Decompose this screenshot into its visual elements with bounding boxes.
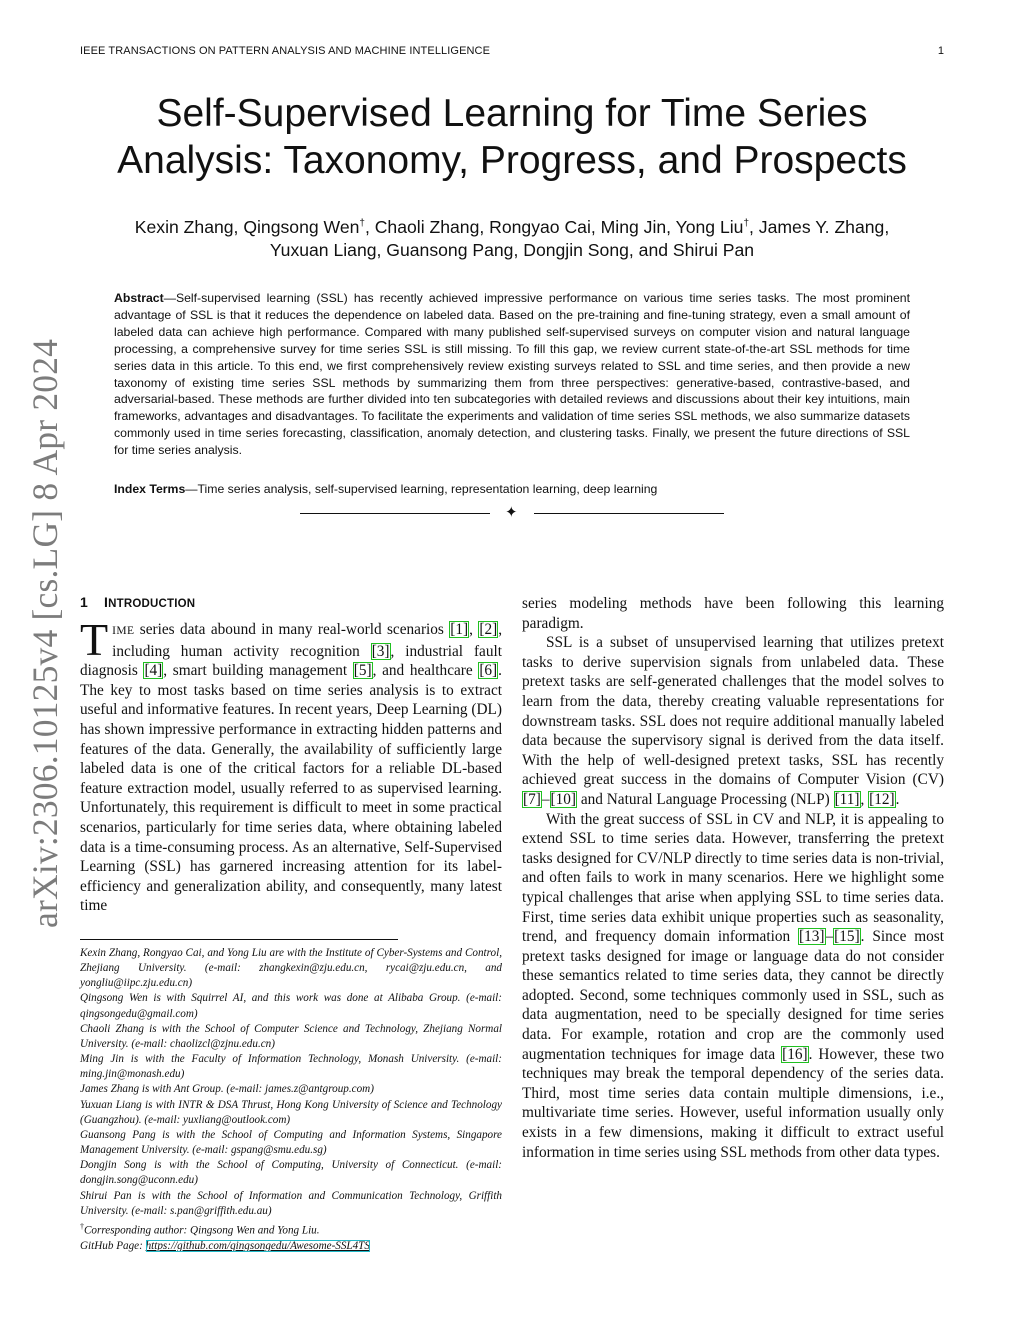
section-heading (80, 594, 195, 610)
citation-link[interactable]: [7] (523, 790, 541, 808)
abstract-label: Abstract (114, 291, 164, 305)
corresponding-mark: † (743, 218, 750, 229)
authors-line-2: Yuxuan Liang, Guansong Pang, Dongjin Song, and Shirui Pan (269, 239, 755, 260)
para-text-span: – (541, 790, 550, 808)
github-link[interactable]: https://github.com/qingsongedu/Awesome-SSL4TS (145, 1239, 370, 1252)
right-column (522, 594, 944, 1162)
intro-text-span: , and healthcare (372, 662, 479, 680)
dagger-mark: † (80, 1221, 84, 1231)
footnote: Shirui Pan is with the School of Information and Communication Technology, Griffith University. (e-mail: s.pan@griffith.edu.au) (80, 1189, 502, 1217)
page-number: 1 (937, 45, 944, 57)
abstract-text: —Self-supervised learning (SSL) has recently achieved impressive performance on various time series tasks. The most prominent advantage of SSL is that it reduces the dependence on labeled data. Based on the pre-training and fine-tuning strategy, even a small amount of labeled data can achieve high performance. Compared with many published self-supervised surveys on computer vision and natural language processing, a comprehensive survey for time series SSL is still missing. To fill this gap, we review current state-of-the-art SSL methods for time series data in this article. To this end, we first comprehensively review existing surveys related to SSL and time series, and then provide a new taxonomy of existing time series SSL methods by summarizing them from three perspectives: generative-based, contrastive-based, and adversarial-based. These methods are further divided into ten subcategories with detailed reviews and discussions about their key intuitions, main frameworks, advantages and disadvantages. To facilitate the experiments and validation of time series SSL methods, we also summarize datasets commonly used in time series forecasting, classification, anomaly detection, and clustering tasks. Finally, we present the future directions of SSL for time series analysis. (114, 291, 910, 458)
separator-diamond-icon: ✦ (505, 505, 518, 521)
footnote: James Zhang is with Ant Group. (e-mail: james.z@antgroup.com) (80, 1083, 374, 1096)
footnote: Ming Jin is with the Faculty of Information Technology, Monash University. (e-mail: ming.jin@monash.edu) (80, 1053, 502, 1081)
arxiv-stamp: arXiv:2306.10125v4 [cs.LG] 8 Apr 2024 (25, 338, 65, 928)
section-number: 1 (80, 594, 88, 610)
intro-smallcaps: IME (112, 625, 135, 637)
right-paragraph-1: series modeling methods have been following this learning paradigm. (522, 595, 944, 632)
separator-rule-right (534, 513, 724, 514)
citation-link[interactable]: [4] (144, 662, 163, 680)
footnote: Dongjin Song is with the School of Computing, University of Connecticut. (e-mail: dongjin.song@uconn.edu) (80, 1159, 502, 1187)
citation-link[interactable]: [11] (834, 790, 860, 808)
citation-link[interactable]: [16] (782, 1045, 808, 1063)
para-text-span: SSL is a subset of unsupervised learning that utilizes pretext tasks to derive supervision signals from unlabeled data. These pretext tasks are self-generated challenges that the model solves to learn from the data, thereby creating valuable representations for downstream tasks. SSL does not require additional manually labeled data because the supervisory signal is derived from the data itself. With the help of well-designed pretext tasks, SSL has recently achieved great success in the domains of Computer Vision (CV) (522, 634, 944, 789)
para-text-span: and Natural Language Processing (NLP) (577, 790, 834, 808)
index-terms-label: Index Terms (114, 482, 186, 496)
para-text-span: , (860, 790, 869, 808)
intro-text-span: , (469, 621, 479, 638)
section-title-initial: I (104, 594, 109, 610)
footnote-rule (80, 939, 398, 940)
intro-text-span: , including human activity recognition (112, 621, 503, 660)
section-separator (300, 506, 724, 522)
running-head: IEEE TRANSACTIONS ON PATTERN ANALYSIS AND MACHINE INTELLIGENCE (80, 45, 491, 57)
intro-text-span: . The key to most tasks based on time series analysis is to extract useful and informative features. In recent years, Deep Learning (DL) has shown impressive performance in extracting hidden patterns and features of the data. Generally, the availability of sufficiently large labeled data is one of the critical factors for a reliable DL-based feature extraction model, usually referred to as supervised learning. Unfortunately, this requirement is difficult to meet in some practical scenarios, particularly for time series data, where obtaining labeled data is a time-consuming process. As an alternative, Self-Supervised Learning (SSL) has garnered increasing attention for its label-efficiency and generalization ability, and consequently, many latest time (80, 662, 502, 915)
citation-link[interactable]: [2] (479, 621, 498, 638)
section-title-rest: NTRODUCTION (108, 598, 196, 610)
citation-link[interactable]: [6] (479, 662, 498, 680)
author-list (80, 212, 944, 262)
footnote: Qingsong Wen is with Squirrel AI, and this work was done at Alibaba Group. (e-mail: qingsongedu@gmail.com) (80, 992, 502, 1020)
abstract (114, 290, 910, 459)
footnote: Guansong Pang is with the School of Computing and Information Systems, Singapore Management University. (e-mail: gspang@smu.edu.sg) (80, 1128, 502, 1157)
index-terms-text: —Time series analysis, self-supervised learning, representation learning, deep learning (185, 482, 658, 496)
authors-part-1: Kexin Zhang, Qingsong Wen (134, 216, 360, 237)
citation-link[interactable]: [13] (799, 928, 825, 946)
dropcap-letter: T (80, 614, 109, 665)
citation-link[interactable]: [1] (450, 621, 469, 638)
index-terms (114, 481, 910, 498)
citation-link[interactable]: [15] (834, 928, 860, 946)
corresponding-footnote (80, 1219, 502, 1239)
intro-text (80, 614, 503, 916)
intro-text-span: series data abound in many real-world scenarios (134, 621, 450, 638)
right-paragraph-2 (522, 633, 944, 809)
para-text-span: . (895, 790, 900, 808)
para-text-span: – (825, 928, 834, 946)
github-label: GitHub Page: (80, 1239, 146, 1252)
separator-rule-left (300, 513, 490, 514)
paper-title: Self-Supervised Learning for Time Series Analysis: Taxonomy, Progress, and Prospects (117, 92, 907, 182)
footnote: Kexin Zhang, Rongyao Cai, and Yong Liu are with the Institute of Cyber-Systems and Control, Zhejiang University. (e-mail: zhangkexin@zju.edu.cn, rycai@zju.edu.cn, and yongliu@iipc.zju.edu.cn) (80, 947, 502, 990)
intro-paragraph-body (80, 614, 503, 916)
footnote: Yuxuan Liang is with INTR & DSA Thrust, Hong Kong University of Science and Technology (Guangzhou). (e-mail: yuxliang@outlook.com) (80, 1098, 502, 1126)
citation-link[interactable]: [10] (550, 790, 576, 808)
intro-text-span: , industrial fault diagnosis (80, 642, 502, 680)
authors-part-2: , Chaoli Zhang, Rongyao Cai, Ming Jin, Yong Liu (364, 216, 744, 237)
github-footnote (80, 1239, 502, 1254)
citation-link[interactable]: [5] (353, 662, 372, 680)
footnote: Chaoli Zhang is with the School of Computer Science and Technology, Zhejiang Normal University. (e-mail: chaolizcl@zjnu.edu.cn) (80, 1022, 502, 1050)
para-text-span: . However, these two techniques may break the temporal dependency of the series data. Third, most time series data contain multiple dimensions, i.e., multivariate time series. However, useful information usually only exists in a few dimensions, making it difficult to extract useful information in time series using SSL methods from other data types. (522, 1045, 944, 1161)
para-text-span: With the great success of SSL in CV and NLP, it is appealing to extend SSL to time series data. However, transferring the pretext tasks designed for CV/NLP directly to time series data is non-trivial, and often fails to work in many scenarios. Here we highlight some typical challenges that arise when applying SSL to time series data. First, time series data exhibit unique properties such as seasonality, trend, and frequency domain information (522, 810, 944, 946)
footnotes (80, 946, 502, 1254)
authors-part-3: , James Y. Zhang, (749, 216, 890, 237)
corresponding-text: Corresponding author: Qingsong Wen and Yong Liu. (84, 1224, 320, 1237)
corresponding-mark: † (359, 218, 365, 229)
right-paragraph-3 (522, 810, 944, 1163)
citation-link[interactable]: [3] (371, 642, 390, 660)
para-text-span: . Since most pretext tasks designed for image or language data do not consider these semantics related to time series data, they cannot be directly adopted. Second, some techniques commonly used in SSL, such as data augmentation, need to be specially designed for time series data. For example, rotation and crop are the commonly used augmentation techniques for image data (522, 928, 944, 1063)
citation-link[interactable]: [12] (869, 790, 895, 808)
intro-text-span: , smart building management (163, 662, 353, 680)
